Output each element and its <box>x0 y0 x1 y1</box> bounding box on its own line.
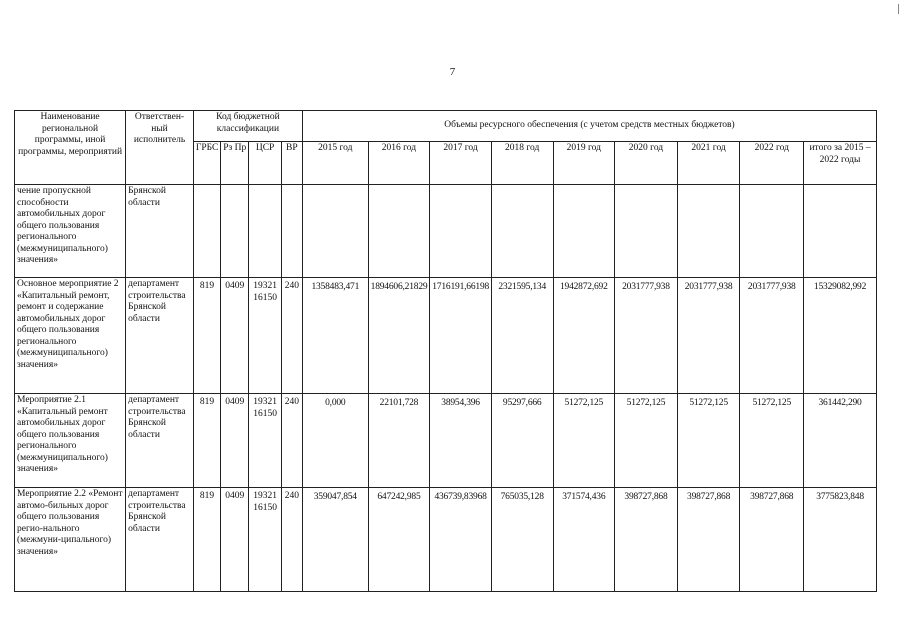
header-year-2016: 2016 год <box>368 142 430 185</box>
row-rzpr-cell <box>221 185 249 278</box>
header-grbs: ГРБС <box>193 142 220 185</box>
header-vr: ВР <box>281 142 302 185</box>
row-rzpr-cell: 0409 <box>221 278 249 394</box>
row-csr-cell: 19321 16150 <box>249 394 281 488</box>
table-row <box>15 488 877 592</box>
row-value-cell: 398727,868 <box>740 488 804 592</box>
row-value-cell <box>804 185 877 278</box>
row-value-cell: 0,000 <box>302 394 368 488</box>
table-row <box>15 278 877 394</box>
row-value-cell: 1716191,66198 <box>430 278 492 394</box>
row-value-cell: 361442,290 <box>804 394 877 488</box>
row-grbs-cell: 819 <box>193 488 220 592</box>
row-rzpr-cell: 0409 <box>221 394 249 488</box>
row-value-cell: 51272,125 <box>615 394 678 488</box>
row-executor-cell: Брянской области <box>126 185 194 278</box>
row-value-cell: 38954,396 <box>430 394 492 488</box>
row-csr-cell: 19321 16150 <box>249 278 281 394</box>
row-value-cell: 2031777,938 <box>740 278 804 394</box>
row-value-cell: 647242,985 <box>368 488 430 592</box>
table-row <box>15 185 877 278</box>
header-resources: Объемы ресурсного обеспечения (с учетом средств местных бюджетов) <box>302 111 876 142</box>
row-value-cell: 1358483,471 <box>302 278 368 394</box>
row-value-cell: 3775823,848 <box>804 488 877 592</box>
row-value-cell: 2031777,938 <box>615 278 678 394</box>
row-executor-cell: департамент строительства Брянской области <box>126 488 194 592</box>
header-year-2019: 2019 год <box>553 142 615 185</box>
row-name-cell: Мероприятие 2.1 «Капитальный ремонт автомобильных дорог общего пользования регионального (межмуниципального) значения» <box>15 394 126 488</box>
row-vr-cell <box>281 185 302 278</box>
row-csr-cell: 19321 16150 <box>249 488 281 592</box>
row-value-cell: 95297,666 <box>491 394 553 488</box>
header-year-2015: 2015 год <box>302 142 368 185</box>
row-grbs-cell <box>193 185 220 278</box>
row-vr-cell: 240 <box>281 278 302 394</box>
row-value-cell: 51272,125 <box>553 394 615 488</box>
row-value-cell: 1894606,21829 <box>368 278 430 394</box>
row-value-cell: 2321595,134 <box>491 278 553 394</box>
header-csr: ЦСР <box>249 142 281 185</box>
row-grbs-cell: 819 <box>193 394 220 488</box>
edge-mark <box>898 4 899 14</box>
header-year-2020: 2020 год <box>615 142 678 185</box>
row-value-cell: 22101,728 <box>368 394 430 488</box>
header-row-1 <box>15 111 877 142</box>
row-value-cell: 2031777,938 <box>677 278 740 394</box>
row-rzpr-cell: 0409 <box>221 488 249 592</box>
page-number: 7 <box>449 66 456 78</box>
row-executor-cell: департамент строительства Брянской области <box>126 394 194 488</box>
row-value-cell: 371574,436 <box>553 488 615 592</box>
row-grbs-cell: 819 <box>193 278 220 394</box>
resource-table <box>14 110 877 592</box>
row-value-cell <box>302 185 368 278</box>
row-value-cell: 51272,125 <box>740 394 804 488</box>
row-value-cell <box>553 185 615 278</box>
row-name-cell: чение пропускной способности автомобильных дорог общего пользования регионального (межмуниципального) значения» <box>15 185 126 278</box>
header-total: итого за 2015 – 2022 годы <box>804 142 877 185</box>
row-value-cell <box>430 185 492 278</box>
header-year-2022: 2022 год <box>740 142 804 185</box>
header-year-2021: 2021 год <box>677 142 740 185</box>
row-value-cell: 398727,868 <box>677 488 740 592</box>
header-executor: Ответствен-ный исполнитель <box>126 111 194 185</box>
header-year-2018: 2018 год <box>491 142 553 185</box>
header-budget-code: Код бюджетной классификации <box>193 111 302 142</box>
row-vr-cell: 240 <box>281 394 302 488</box>
table-row <box>15 394 877 488</box>
row-value-cell: 765035,128 <box>491 488 553 592</box>
header-year-2017: 2017 год <box>430 142 492 185</box>
row-executor-cell: департамент строительства Брянской области <box>126 278 194 394</box>
row-value-cell <box>368 185 430 278</box>
row-name-cell: Мероприятие 2.2 «Ремонт автомо-бильных дорог общего пользования регио-нального (межмуни-ципального) значения» <box>15 488 126 592</box>
row-value-cell: 436739,83968 <box>430 488 492 592</box>
row-value-cell: 1942872,692 <box>553 278 615 394</box>
row-value-cell: 51272,125 <box>677 394 740 488</box>
row-vr-cell: 240 <box>281 488 302 592</box>
row-value-cell: 398727,868 <box>615 488 678 592</box>
row-value-cell: 15329082,992 <box>804 278 877 394</box>
header-rzpr: Рз Пр <box>221 142 249 185</box>
row-value-cell <box>491 185 553 278</box>
row-value-cell <box>677 185 740 278</box>
row-csr-cell <box>249 185 281 278</box>
row-name-cell: Основное мероприятие 2 «Капитальный ремонт, ремонт и содержание автомобильных дорог общего пользования регионального (межмуниципального) значения» <box>15 278 126 394</box>
row-value-cell <box>740 185 804 278</box>
row-value-cell <box>615 185 678 278</box>
header-name: Наименование региональной программы, иной программы, мероприятий <box>15 111 126 185</box>
row-value-cell: 359047,854 <box>302 488 368 592</box>
